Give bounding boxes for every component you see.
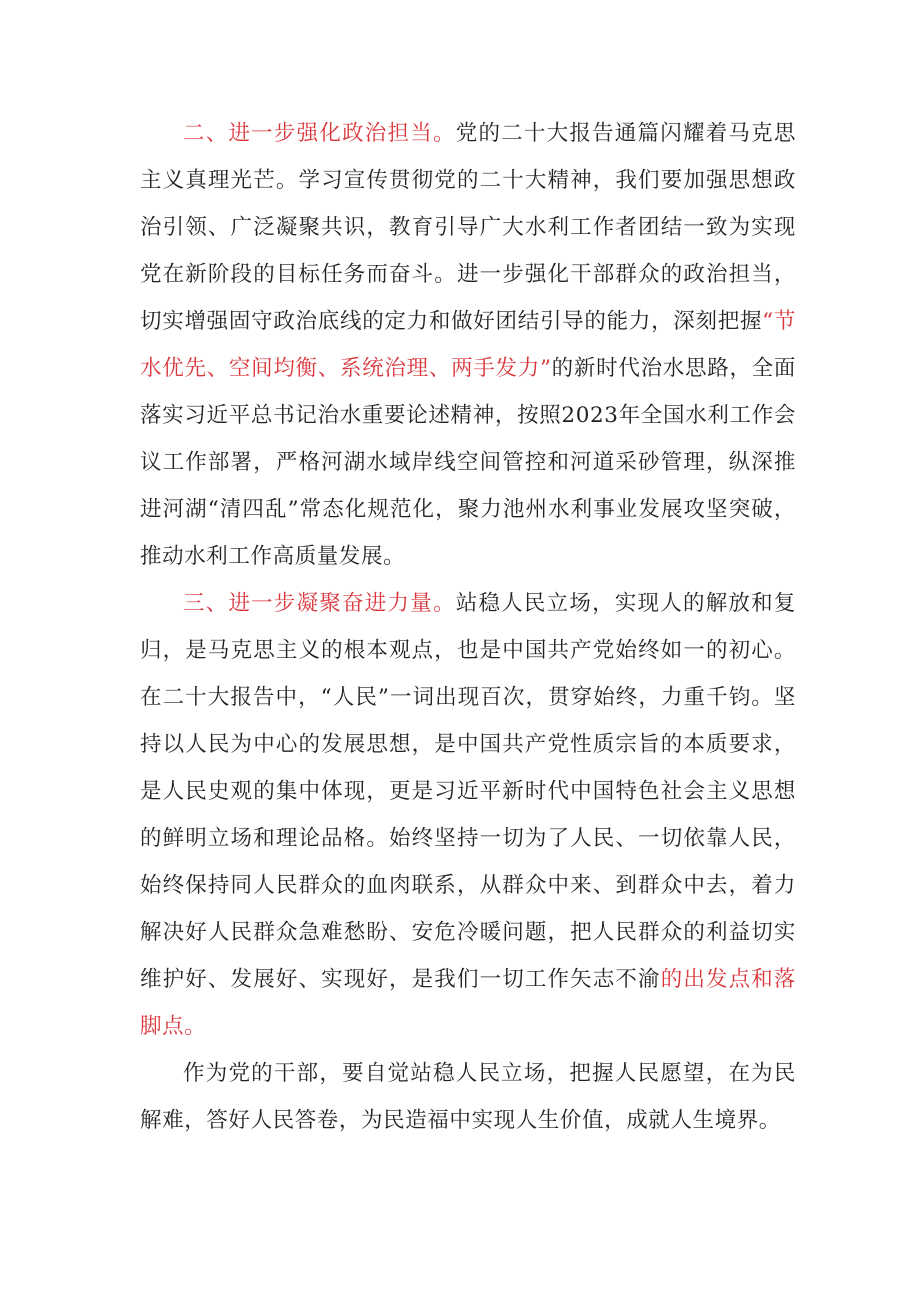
paragraph-text: 党的二十大报告通篇闪耀着马克思主义真理光芒。学习宣传贯彻党的二十大精神，我们要加强思想政治引领、广泛凝聚共识，教育引导广大水利工作者团结一致为实现党在新阶段的目标任务而奋斗。进一步强化干部群众的政治担当，切实增强固守政治底线的定力和做好团结引导的能力，深刻把握 <box>140 121 796 334</box>
highlighted-quote: “节水优先、空间均衡、系统治理、两手发力” <box>140 309 796 381</box>
paragraph-text: 的新时代治水思路，全面落实习近平总书记治水重要论述精神，按照2023年全国水利工作会议工作部署，严格河湖水域岸线空间管控和河道采砂管理，纵深推进河湖“清四乱”常态化规范化，聚力池州水利事业发展攻坚突破，推动水利工作高质量发展。 <box>140 356 796 569</box>
document-body <box>140 110 796 1144</box>
highlighted-phrase: 的出发点和落脚点。 <box>140 967 796 1039</box>
paragraph-political-responsibility <box>140 110 796 580</box>
paragraph-text: 站稳人民立场，实现人的解放和复归，是马克思主义的根本观点，也是中国共产党始终如一的初心。在二十大报告中，“人民”一词出现百次，贯穿始终，力重千钧。坚持以人民为中心的发展思想，是中国共产党性质宗旨的本质要求，是人民史观的集中体现，更是习近平新时代中国特色社会主义思想的鲜明立场和理论品格。始终坚持一切为了人民、一切依靠人民，始终保持同人民群众的血肉联系，从群众中来、到群众中去，着力解决好人民群众急难愁盼、安危冷暖问题，把人民群众的利益切实维护好、发展好、实现好，是我们一切工作矢志不渝 <box>140 591 796 992</box>
paragraph-gather-strength <box>140 580 796 1050</box>
section-heading-three: 三、进一步凝聚奋进力量。 <box>183 591 456 616</box>
paragraph-text: 作为党的干部，要自觉站稳人民立场，把握人民愿望，在为民解难，答好人民答卷，为民造福中实现人生价值，成就人生境界。 <box>140 1061 796 1133</box>
paragraph-cadre-duty <box>140 1050 796 1144</box>
section-heading-two: 二、进一步强化政治担当。 <box>183 121 456 146</box>
